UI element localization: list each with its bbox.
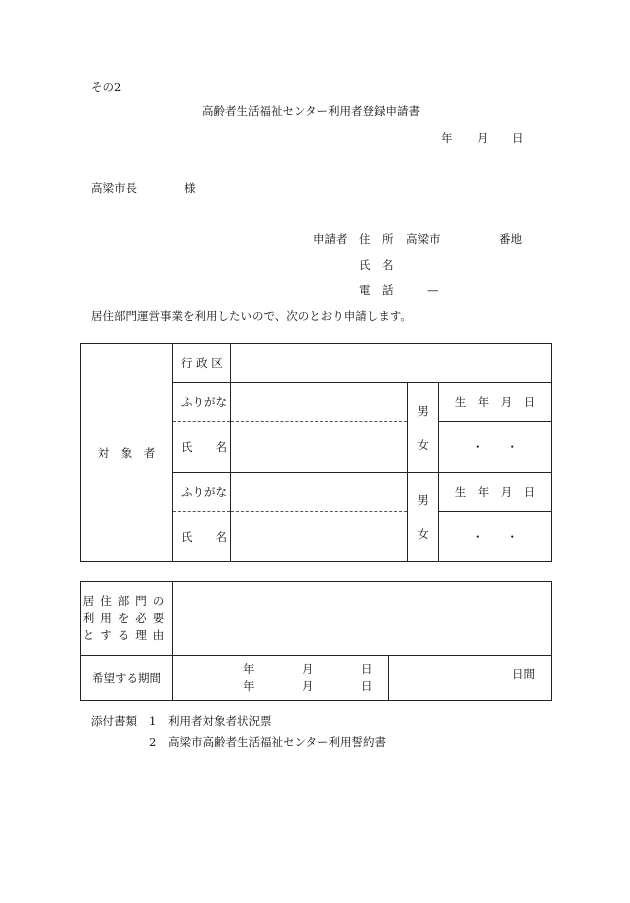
- reason-field[interactable]: [173, 582, 552, 656]
- attachments-label: 添付書類: [91, 714, 137, 728]
- sex-female: 女: [417, 437, 429, 452]
- sex-cell[interactable]: [408, 473, 439, 562]
- furigana-label: ふりがな: [173, 383, 231, 422]
- address-city: 高梁市: [406, 232, 441, 246]
- furigana-field[interactable]: [231, 383, 408, 422]
- period-end-year: 年: [243, 679, 255, 693]
- period-start-year: 年: [243, 662, 255, 676]
- furigana-field[interactable]: [231, 473, 408, 512]
- period-start-day: 日: [361, 662, 373, 676]
- birth-date-label: 生 年 月 日: [439, 383, 552, 422]
- sex-male: 男: [417, 493, 429, 507]
- addressee-honorific: 様: [184, 181, 196, 195]
- address-label: 住 所: [359, 232, 394, 246]
- target-section-label: 対 象 者: [81, 344, 173, 562]
- period-end-month: 月: [302, 679, 314, 693]
- attachment-number: 1: [149, 714, 157, 728]
- birth-date-field[interactable]: ・ ・: [439, 422, 552, 473]
- phone-dash: —: [427, 283, 439, 297]
- birth-date-field[interactable]: ・ ・: [439, 512, 552, 562]
- reason-label: 居住部門の 利用を必要 とする理由: [81, 582, 173, 656]
- addressee-name: 高梁市長: [91, 181, 137, 195]
- attachment-item: 利用者対象者状況票: [168, 714, 272, 728]
- period-dates-field[interactable]: [173, 656, 389, 701]
- name-field[interactable]: [231, 422, 408, 473]
- target-person-table: [80, 343, 552, 562]
- sex-male: 男: [417, 403, 429, 418]
- date-day: 日: [512, 131, 524, 145]
- district-field[interactable]: [231, 344, 552, 383]
- attachment-number: 2: [149, 735, 157, 749]
- sex-cell[interactable]: [408, 383, 439, 473]
- name-label: 氏 名: [173, 512, 231, 562]
- name-label: 氏 名: [173, 422, 231, 473]
- district-label: 行 政 区: [173, 344, 231, 383]
- address-suffix: 番地: [499, 232, 522, 246]
- furigana-label: ふりがな: [173, 473, 231, 512]
- phone-label: 電 話: [359, 283, 394, 297]
- applicant-label: 申請者: [313, 232, 348, 246]
- document-title: 高齢者生活福祉センター利用者登録申請書: [202, 104, 421, 118]
- period-label: 希望する期間: [81, 656, 173, 701]
- period-end-day: 日: [361, 679, 373, 693]
- days-label: 日間: [512, 667, 535, 681]
- attachment-item: 高梁市高齢者生活福祉センター利用誓約書: [168, 735, 387, 749]
- reason-period-table: [80, 581, 552, 701]
- sex-female: 女: [417, 527, 429, 541]
- birth-date-label: 生 年 月 日: [439, 473, 552, 512]
- document-number: その2: [91, 80, 122, 94]
- name-field[interactable]: [231, 512, 408, 562]
- date-year: 年: [441, 131, 453, 145]
- application-statement: 居住部門運営事業を利用したいので、次のとおり申請します。: [91, 309, 412, 323]
- period-days-field[interactable]: [389, 656, 552, 701]
- date-month: 月: [477, 131, 489, 145]
- applicant-name-label: 氏 名: [359, 258, 394, 272]
- period-start-month: 月: [302, 662, 314, 676]
